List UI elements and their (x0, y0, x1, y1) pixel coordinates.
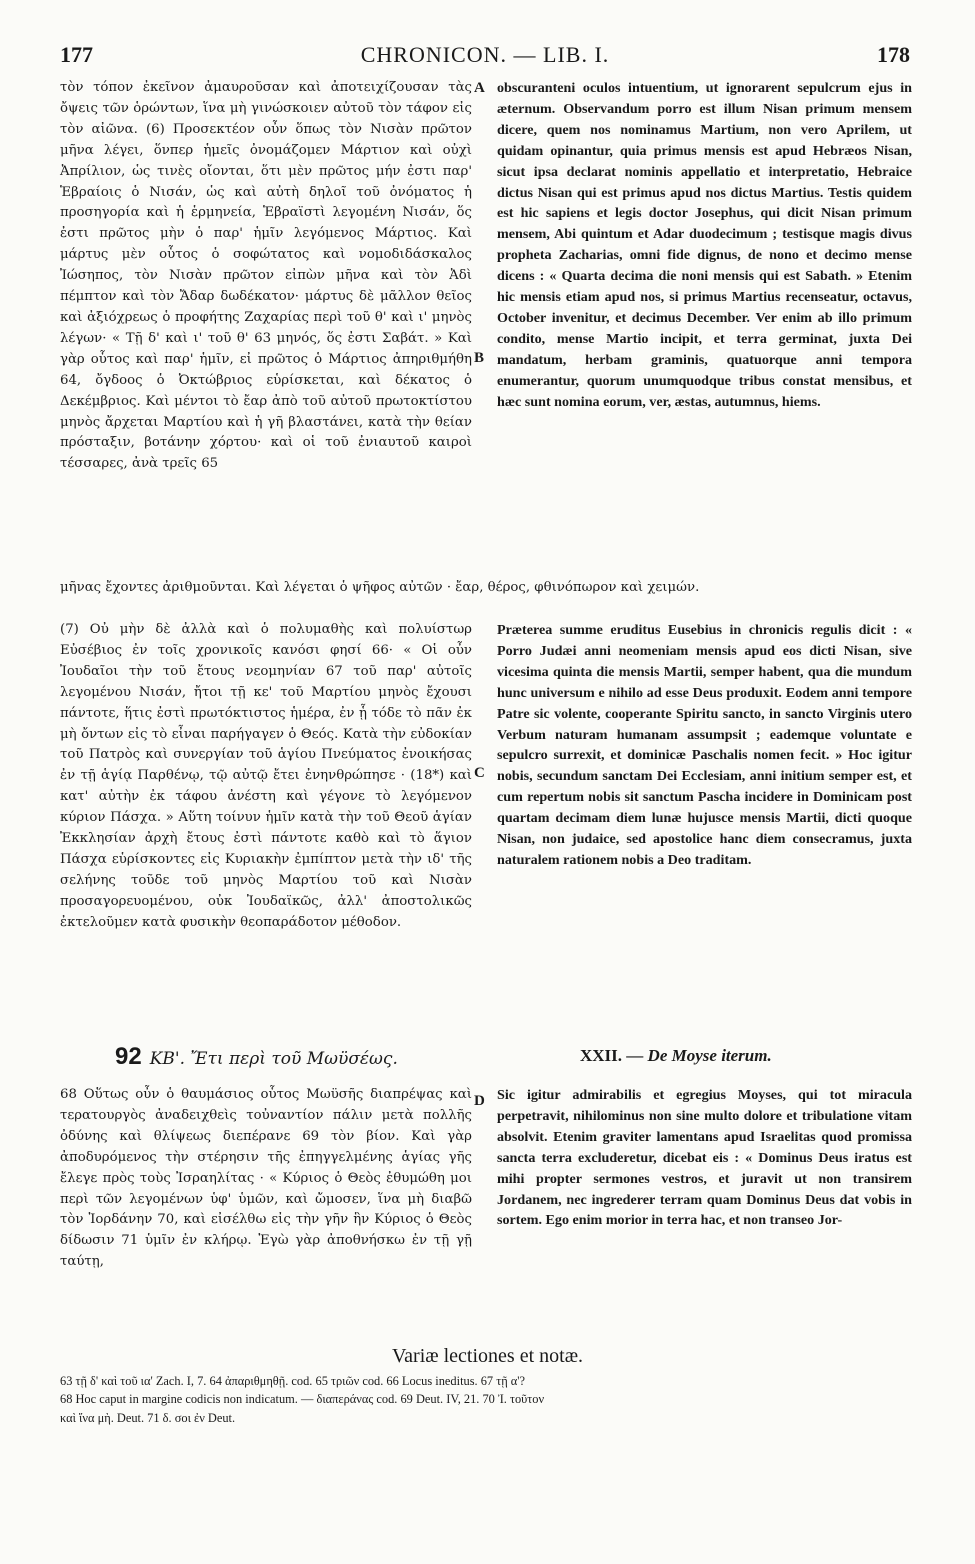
margin-marker-a: A (474, 80, 485, 96)
greek-wide-line: μῆνας ἔχοντες ἀριθμοῦνται. Καὶ λέγεται ὁ ψῆφος αὐτῶν · ἔαρ, θέρος, φθινόπωρον καὶ χειμών. (60, 580, 700, 595)
latin-section-title: De Moyse iterum. (647, 1046, 772, 1065)
footnote-line: 68 Hoc caput in margine codicis non indicatum. — διαπεράνας cod. 69 Deut. IV, 21. 70 Ἰ. τοῦτον (60, 1392, 545, 1407)
greek-column-bottom (60, 1085, 472, 1330)
latin-column-top (497, 78, 912, 578)
page-header (60, 42, 910, 70)
latin-section-number: XXII. — (580, 1046, 644, 1065)
page-number-left: 177 (60, 42, 93, 67)
margin-marker-c: C (474, 765, 485, 781)
page-number-right: 178 (877, 42, 910, 67)
greek-column-mid (60, 620, 472, 1050)
latin-paragraph: Sic igitur admirabilis et egregius Moyses, qui tot miracula perpetravit, nihilominus non sine multo dolore et tribulatione vitam absolvit. Etenim graviter lamentans apud Israelitas quod promissa sancta terra excluderetur, dicebat eis : « Dominus Deus iratus est mihi propter sermones vestros, et juravit ut non transirem Jordanem, nec ingrederer terram quam Dominus Deus dat vobis in sortem. Ego enim morior in terra hac, et non transeo Jor- (497, 1087, 912, 1229)
greek-paragraph: (7) Οὐ μὴν δὲ ἀλλὰ καὶ ὁ πολυμαθὴς καὶ πολυίστωρ Εὐσέβιος ἐν τοῖς χρονικοῖς κανόσι φησί 66· « Οἱ οὖν Ἰουδαῖοι τὴν τοῦ ἔτους νεομηνίαν 67 τοῦ παρ' αὐτοῖς λεγομένου Νισάν, ἤτοι τῇ κε' τοῦ Μαρτίου μηνὸς ἔχουσι πάντοτε, ἥτις ἐστὶ πρωτόκτιστος ἡμέρα, ἐν ᾗ τόδε τὸ πᾶν ἐκ μὴ ὄντων εἰς τὸ εἶναι παρήγαγεν ὁ Θεός. Κατὰ τὴν εὐδοκίαν τοῦ Πατρὸς καὶ συνεργίαν τοῦ ἁγίου Πνεύματος ἐνοικήσας ἐν τῇ ἁγίᾳ Παρθένῳ, τῷ αὐτῷ ἔτει ἐνηνθρώπησε · (18*) καὶ κατ' αὐτὴν ἐκ τάφου ἀνέστη καὶ γέγονε τὸ λεγόμενον κύριον Πάσχα. » Αὕτη τοίνυν ἡμῖν κατὰ τὴν τοῦ Θεοῦ ἁγίαν Ἐκκλησίαν ἀρχὴ ἔτους ἐστὶ πάντοτε καθὸ καὶ τὸ ἅγιον Πάσχα εὑρίσκοντες εἰς Κυριακὴν ἐμπίπτον μετὰ τὴν ιδ' τῆς σελήνης τοῦδε τοῦ μηνὸς Μαρτίου τοῦ καὶ Νισὰν προσαγορευομένου, οὐκ Ἰουδαϊκῶς, ἀλλ' ἀποστολικῶς ἐκτελοῦμεν κατὰ φυσικὴν θεοπαράδοτον μέθοδον. (60, 622, 472, 930)
latin-paragraph: Præterea summe eruditus Eusebius in chronicis regulis dicit : « Porro Judæi anni neomeniam mensis apud eos dicti Nisan, sive vicesima quinta die mensis Martii, semper habent, qua die mundum hunc universum e nihilo ad esse Deus produxit. Eodem anni tempore Patre sic volente, cooperante Spiritu sancto, in sancto Virginis utero Verbum naturam humanam assumpsit ; eademque voluntate e sepulcro surrexit, et dominicæ Paschalis nomen fecit. » Hoc igitur nobis, secundum sanctam Dei Ecclesiam, anni initium semper est, et cum repertum nobis sit sanctum Pascha incidere in Dominicam post quartam decimam diem lunæ hujusce mensis Martii, dicti quoque Nisan, non judaice, sed apostolice hanc diem consecramus, juxta naturalem rationem nobis a Deo traditam. (497, 622, 912, 868)
section-heading-greek (115, 1043, 398, 1071)
latin-column-mid (497, 620, 912, 1050)
latin-paragraph: obscuranteni oculos intuentium, ut ignorarent sepulcrum ejus in æternum. Observandum porro est illum Nisan primum mensem dicere, quem nos nominamus Martium, non vero Aprilem, ut quidam opinantur, quia primus mensis est apud Hebræos Nisan, sicut ipsa declarat nominis appellatio et interpretatio, Hebraice dictus Nisan qui est primus apud nos dictus Martius. Testis quidem est hic sapiens et legis doctor Josephus, qui dicit Nisan primum mensem, Abi quintum et Adar duodecimum ; testisque magis divus propheta Zacharias, omni fide dignus, de nono et decimo mense dicens : « Quarta decima die noni mensis qui est Sabath. » Etenim hic mensis etiam apud nos, si primus Martius recenseatur, octavus, October invenitur, et decimus December. Ver enim ab illo primum condito, mense Martio incipit, et terra germinat, juxta Dei mandatum, herbam graminis, quatuorque anni tempora enumerantur, quorum unumquodque tribus constat mensibus, et hæc sunt nomina eorum, ver, æstas, autumnus, hiems. (497, 80, 912, 410)
greek-column-top (60, 78, 472, 583)
section-heading-latin (580, 1046, 772, 1066)
greek-paragraph: 68 Οὕτως οὖν ὁ θαυμάσιος οὗτος Μωϋσῆς διαπρέψας καὶ τερατουργὸς ἀναδειχθεὶς τοὐναντίον πάλιν μετὰ πολλῆς ὀδύνης καὶ θλίψεως διεπέρανε 69 τὸν βίον. Καὶ γὰρ ἀποδυρόμενος τὴν στέρησιν τῆς ἐπηγγελμένης ἁγίας γῆς ἔλεγε πρὸς τοὺς Ἰσραηλίτας · « Κύριος ὁ Θεὸς ἐθυμώθη μοι περὶ τῶν λεγομένων ὑφ' ὑμῶν, καὶ ὤμοσεν, ἵνα μὴ διαβῶ τὸν Ἰορδάνην 70, καὶ εἰσέλθω εἰς τὴν γῆν ἣν Κύριος ὁ Θεὸς δίδωσιν 71 ὑμῖν ἐν κλήρῳ. Ἐγὼ γὰρ ἀποθνήσκω ἐν τῇ γῇ ταύτῃ, (60, 1087, 472, 1270)
running-title: CHRONICON. — LIB. I. (360, 42, 610, 67)
footnote-line: καὶ ἵνα μὴ. Deut. 71 δ. σοι ἐν Deut. (60, 1410, 236, 1425)
footnotes (60, 1372, 912, 1427)
greek-section-title: ΚΒ'. Ἔτι περὶ τοῦ Μωϋσέως. (149, 1049, 398, 1069)
margin-marker-d: D (474, 1093, 485, 1109)
section-number: 92 (115, 1043, 142, 1070)
footnote-line: 63 τῇ δ' καὶ τοῦ ια' Zach. I, 7. 64 ἀπαριθμηθῇ. cod. 65 τριῶν cod. 66 Locus ineditus. 67 τῇ α'? (60, 1374, 525, 1388)
latin-column-bottom (497, 1085, 912, 1330)
notes-title: Variæ lectiones et notæ. (391, 1345, 584, 1367)
margin-marker-b: B (474, 350, 485, 366)
greek-paragraph: τὸν τόπον ἐκεῖνον ἀμαυροῦσαν καὶ ἀποτειχίζουσαν τὰς ὄψεις τῶν ὁρώντων, ἵνα μὴ γινώσκοιεν αὐτοῦ τὸν τάφον εἰς τὸν αἰῶνα. (6) Προσεκτέον οὖν ὅπως τὸν Νισὰν πρῶτον μῆνα λέγει, ὅνπερ ἡμεῖς ὀνομάζομεν Μάρτιον καὶ οὐχὶ Ἀπρίλιον, ὡς τινὲς οἴονται, ὅτι μὲν πρῶτος μήν ἐστι παρ' Ἑβραίοις ὁ Νισάν, ὡς καὶ αὐτὴ δηλοῖ τοῦ ὀνόματος ἡ προσηγορία καὶ ἡ ἑρμηνεία, Ἑβραϊστὶ λεγομένη Νισάν, ὅς ἐστι πρῶτος μὴν ὁ παρ' ἡμῖν λεγόμενος Μάρτιος. Καὶ μάρτυς μὲν οὗτος ὁ σοφώτατος καὶ νομοδιδάσκαλος Ἰώσηπος, τὸν Νισὰν πρῶτον εἰπὼν μῆνα καὶ τὸν Ἀδὶ πέμπτον καὶ τὸν Ἄδαρ δωδέκατον· μάρτυς δὲ μᾶλλον θεῖος καὶ ἀξιόχρεως ὁ προφήτης Ζαχαρίας περὶ τοῦ θ' καὶ ι' μηνὸς λέγων· « Τῇ δ' καὶ ι' τοῦ θ' 63 μηνός, ὅς ἐστι Σαβάτ. » Καὶ γὰρ οὗτος καὶ παρ' ἡμῖν, εἰ πρῶτος ὁ Μάρτιος ἀπηριθμήθη 64, ὄγδοος ὁ Ὀκτώβριος εὑρίσκεται, καὶ δέκατος ὁ Δεκέμβριος. Καὶ μέντοι τὸ ἔαρ ἀπὸ τοῦ αὐτοῦ πρωτοκτίστου μηνὸς ἄρχεται Μαρτίου καὶ ἡ γῆ βλαστάνει, κατὰ τὴν θείαν πρόσταξιν, βοτάνην χόρτου· καὶ οἱ τοῦ ἐνιαυτοῦ καιροὶ τέσσαρες, ἀνὰ τρεῖς 65 (60, 80, 472, 472)
